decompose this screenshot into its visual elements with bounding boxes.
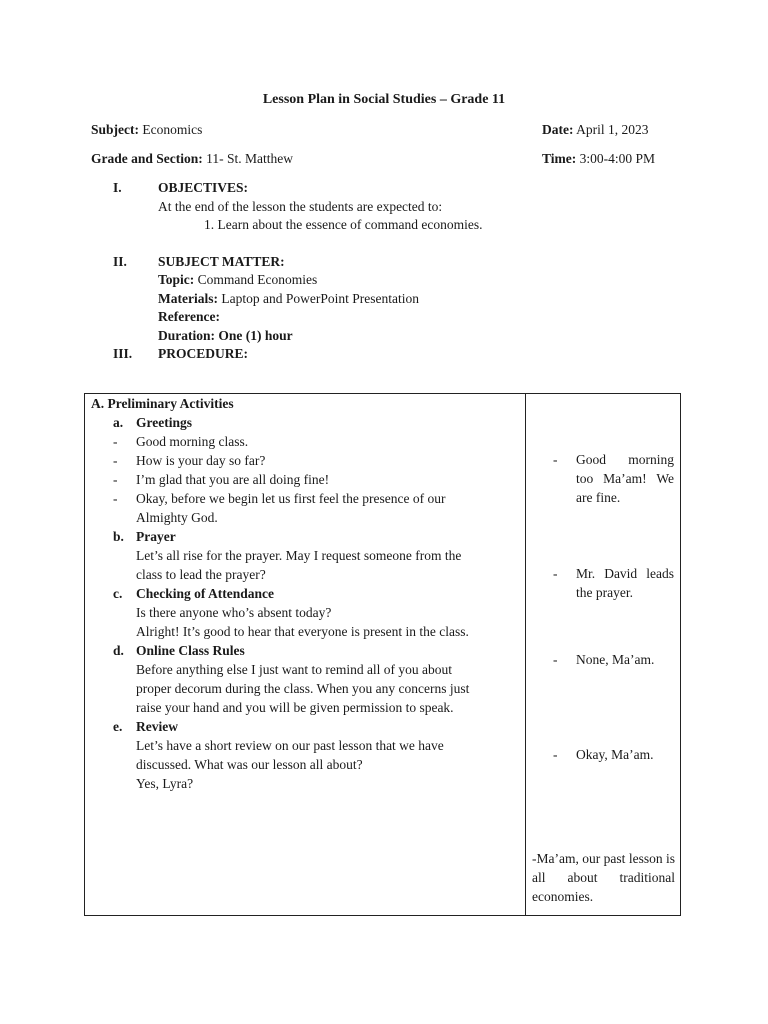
procedure-heading: PROCEDURE: — [158, 346, 248, 361]
attendance-letter: c. — [113, 586, 123, 601]
prayer-letter: b. — [113, 529, 124, 544]
materials-label: Materials: — [158, 291, 218, 306]
date-label: Date: — [542, 122, 574, 137]
response-dash: - — [553, 566, 558, 581]
objectives-intro: At the end of the lesson the students are expected to: — [158, 199, 443, 214]
student-response: Okay, Ma’am. — [576, 747, 654, 762]
time-value: 3:00-4:00 PM — [579, 151, 656, 166]
section-a-heading: A. Preliminary Activities — [91, 396, 234, 411]
document-title: Lesson Plan in Social Studies – Grade 11 — [262, 92, 506, 107]
subject-label: Subject: — [91, 122, 139, 137]
topic-value: Command Economies — [197, 272, 318, 287]
time-line — [542, 151, 655, 167]
reference-label: Reference: — [158, 309, 220, 324]
duration-line: Duration: One (1) hour — [158, 328, 293, 343]
attendance-heading: Checking of Attendance — [136, 586, 274, 601]
procedure-number: III. — [113, 346, 133, 361]
teacher-line: Is there anyone who’s absent today? — [136, 605, 332, 620]
student-response: None, Ma’am. — [576, 652, 655, 667]
response-dash: - — [553, 452, 558, 467]
subject-matter-heading: SUBJECT MATTER: — [158, 254, 285, 269]
prayer-heading: Prayer — [136, 529, 176, 544]
procedure-table — [84, 393, 681, 916]
student-response: -Ma’am, our past lesson is all about traditional economies. — [532, 851, 675, 904]
review-letter: e. — [113, 719, 123, 734]
objective-item: 1. Learn about the essence of command economies. — [204, 217, 483, 232]
teacher-line: Let’s have a short review on our past lesson that we have — [136, 738, 444, 753]
response-dash: - — [553, 747, 558, 762]
rules-letter: d. — [113, 643, 124, 658]
teacher-line: How is your day so far? — [136, 453, 266, 468]
teacher-line: raise your hand and you will be given permission to speak. — [136, 700, 454, 715]
teacher-line: Almighty God. — [136, 510, 218, 525]
teacher-line: I’m glad that you are all doing fine! — [136, 472, 330, 487]
response-dash: - — [553, 652, 558, 667]
topic-label: Topic: — [158, 272, 195, 287]
topic-line — [158, 272, 317, 288]
bullet-dash: - — [113, 472, 118, 487]
date-line — [542, 122, 649, 138]
review-heading: Review — [136, 719, 178, 734]
teacher-line: Alright! It’s good to hear that everyone is present in the class. — [136, 624, 469, 639]
rules-heading: Online Class Rules — [136, 643, 245, 658]
bullet-dash: - — [113, 491, 118, 506]
subject-matter-number: II. — [113, 254, 127, 269]
grade-label: Grade and Section: — [91, 151, 203, 166]
student-response: Good morning too Ma’am! We are fine. — [576, 452, 674, 505]
teacher-line: Let’s all rise for the prayer. May I request someone from the — [136, 548, 462, 563]
teacher-line: discussed. What was our lesson all about? — [136, 757, 363, 772]
objectives-heading: OBJECTIVES: — [158, 180, 249, 195]
teacher-line: proper decorum during the class. When you any concerns just — [136, 681, 470, 696]
materials-line — [158, 291, 419, 307]
greetings-heading: Greetings — [136, 415, 192, 430]
subject-line — [91, 122, 202, 138]
student-response: Mr. David leads the prayer. — [576, 566, 674, 600]
teacher-line: Yes, Lyra? — [136, 776, 194, 791]
column-divider — [525, 394, 526, 915]
grade-value: 11- St. Matthew — [206, 151, 294, 166]
teacher-line: Before anything else I just want to remind all of you about — [136, 662, 453, 677]
teacher-line: Okay, before we begin let us first feel the presence of our — [136, 491, 446, 506]
bullet-dash: - — [113, 434, 118, 449]
bullet-dash: - — [113, 453, 118, 468]
time-label: Time: — [542, 151, 577, 166]
greetings-letter: a. — [113, 415, 124, 430]
grade-line — [91, 151, 293, 167]
subject-value: Economics — [142, 122, 203, 137]
teacher-line: Good morning class. — [136, 434, 249, 449]
teacher-line: class to lead the prayer? — [136, 567, 266, 582]
date-value: April 1, 2023 — [576, 122, 649, 137]
materials-value: Laptop and PowerPoint Presentation — [221, 291, 419, 306]
objectives-number: I. — [113, 180, 122, 195]
